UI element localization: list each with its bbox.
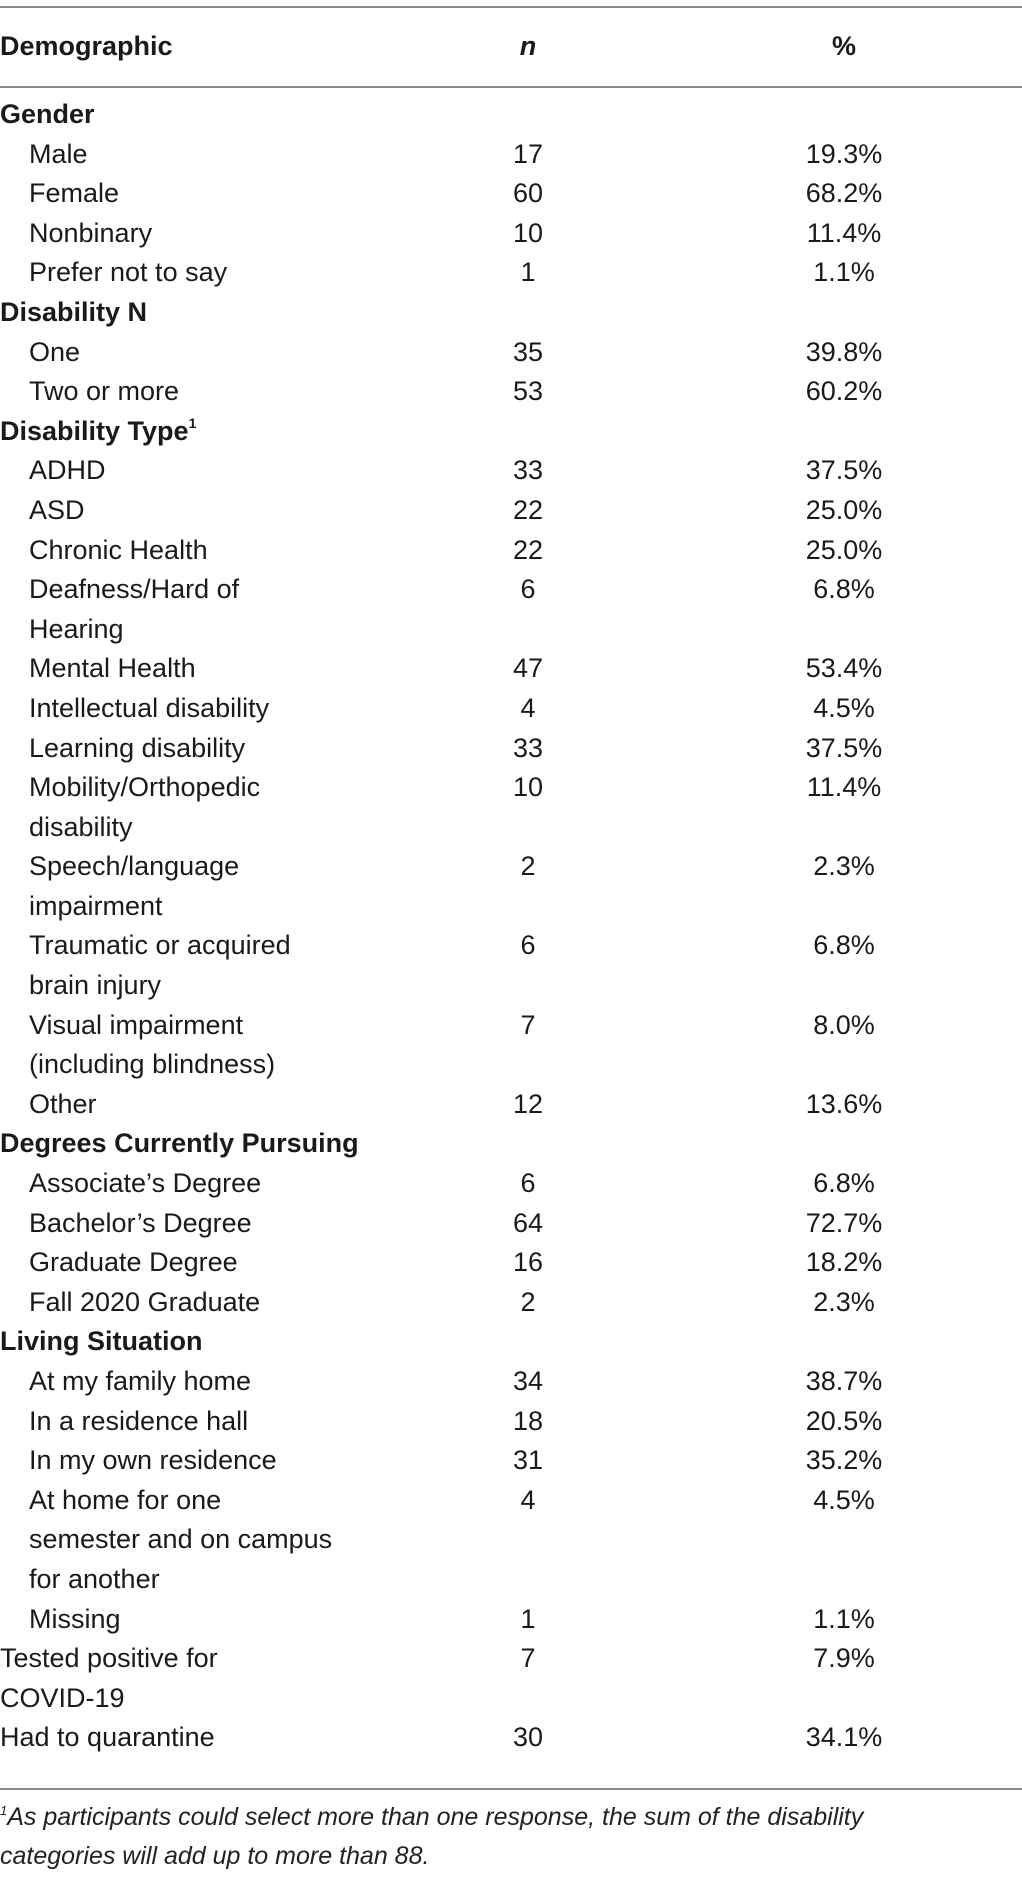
row-percent-value: 2.3% [813, 1286, 875, 1317]
row-label-line: Chronic Health [29, 534, 208, 565]
row-n-value: 35 [512, 336, 544, 367]
row-label-line: Tested positive for [0, 1643, 218, 1674]
row-percent-value: 38.7% [805, 1366, 883, 1396]
footnote-line-1: As participants could select more than one response, the sum of the disability [7, 1803, 864, 1831]
row-percent-value: 6.8% [813, 574, 875, 605]
section-label-text: Disability N [0, 296, 148, 327]
row-label-line: COVID-19 [0, 1682, 125, 1713]
row-label-line: Missing [29, 1603, 121, 1634]
row-percent-value: 37.5% [805, 732, 883, 763]
row-n-value: 22 [512, 534, 544, 565]
header-row [0, 6, 1022, 88]
row-label-line: Learning disability [29, 732, 246, 763]
row-percent-value: 11.4% [806, 772, 882, 803]
row-label-line: Had to quarantine [0, 1722, 215, 1753]
row-label [0, 1085, 390, 1125]
row-label [0, 174, 390, 214]
table-row [0, 1639, 1022, 1718]
row-n-value: 2 [520, 851, 536, 882]
row-label [0, 1718, 390, 1758]
row-n-value: 1 [520, 1603, 536, 1634]
section-row [0, 1124, 1022, 1164]
empty-cell [666, 293, 1022, 333]
row-n-value: 10 [512, 772, 544, 803]
row-percent-value: 25.0% [805, 534, 883, 565]
section-label-text: Gender [0, 99, 95, 129]
table-row [0, 1481, 1022, 1600]
row-label-line: Bachelor’s Degree [29, 1207, 252, 1238]
empty-cell [390, 88, 666, 135]
row-label [0, 531, 390, 571]
row-percent-value: 53.4% [805, 653, 883, 684]
row-label [0, 1164, 390, 1204]
row-label [0, 689, 390, 729]
empty-cell [390, 293, 666, 333]
table-row [0, 1164, 1022, 1204]
row-label-line: Intellectual disability [29, 692, 270, 723]
row-n-value: 18 [512, 1405, 544, 1436]
table-row [0, 174, 1022, 214]
row-label [0, 847, 390, 926]
row-label [0, 253, 390, 293]
row-percent-value: 72.7% [805, 1207, 883, 1238]
row-percent-value: 37.5% [805, 455, 883, 486]
table-row [0, 1006, 1022, 1085]
row-label-line: Deafness/Hard of [29, 574, 240, 605]
row-n-value: 1 [520, 257, 536, 288]
row-percent-value: 2.3% [813, 851, 875, 882]
row-n-value: 2 [520, 1286, 536, 1317]
row-percent-value: 39.8% [805, 336, 883, 367]
section-label [0, 1322, 390, 1362]
table-row [0, 1441, 1022, 1481]
row-label-line: for another [29, 1563, 160, 1594]
empty-cell [666, 1322, 1022, 1362]
empty-cell [390, 1322, 666, 1362]
table-row [0, 1204, 1022, 1244]
table-row [0, 253, 1022, 293]
row-label-line: Male [29, 138, 88, 169]
row-label-line: Female [29, 178, 120, 209]
section-row [0, 412, 1022, 452]
row-label-line: Traumatic or acquired [29, 930, 291, 961]
row-label-line: brain injury [29, 970, 162, 1001]
table-row [0, 1283, 1022, 1323]
empty-cell [666, 88, 1022, 135]
row-label-line: Two or more [29, 376, 180, 407]
row-label [0, 570, 390, 649]
row-percent-value: 35.2% [805, 1445, 883, 1476]
row-label-line: At home for one [29, 1484, 222, 1515]
row-label-line: (including blindness) [29, 1049, 276, 1080]
row-label-line: Visual impairment [29, 1009, 244, 1040]
table-row [0, 1085, 1022, 1125]
section-label [0, 88, 390, 135]
row-label [0, 1600, 390, 1640]
row-label [0, 1481, 390, 1600]
demographics-table [0, 6, 1022, 1758]
row-label [0, 1006, 390, 1085]
row-label-line: impairment [29, 890, 163, 921]
row-label [0, 1204, 390, 1244]
header-percent: % [831, 31, 856, 62]
row-label-line: At my family home [29, 1366, 252, 1396]
empty-cell [390, 1124, 666, 1164]
row-n-value: 53 [512, 376, 544, 407]
row-label-line: ADHD [29, 455, 106, 486]
header-demographic: Demographic [0, 31, 173, 62]
table-row [0, 333, 1022, 373]
row-n-value: 31 [512, 1445, 544, 1476]
row-label-line: Speech/language [29, 851, 240, 882]
row-label-line: semester and on campus [29, 1524, 333, 1555]
row-label [0, 333, 390, 373]
row-n-value: 12 [512, 1088, 544, 1119]
section-label-text: Disability Type [0, 415, 189, 446]
footnote-ref: 1 [188, 414, 197, 431]
table-row [0, 135, 1022, 175]
row-label [0, 1243, 390, 1283]
table-row [0, 768, 1022, 847]
table-row [0, 372, 1022, 412]
row-percent-value: 6.8% [813, 930, 875, 961]
row-percent-value: 34.1% [805, 1722, 883, 1753]
row-label-line: In my own residence [29, 1445, 277, 1476]
table-body [0, 88, 1022, 1758]
row-percent-value: 8.0% [813, 1009, 875, 1040]
row-n-value: 4 [520, 692, 536, 723]
table-row [0, 1243, 1022, 1283]
row-label [0, 1283, 390, 1323]
row-n-value: 47 [512, 653, 544, 684]
row-percent-value: 1.1% [813, 257, 875, 288]
section-label-text: Degrees Currently Pursuing [0, 1128, 359, 1159]
row-label-line: Mobility/Orthopedic [29, 772, 261, 803]
row-label [0, 1639, 390, 1718]
section-label [0, 412, 390, 452]
row-percent-value: 18.2% [805, 1247, 883, 1278]
row-percent-value: 13.6% [805, 1088, 883, 1119]
row-percent-value: 6.8% [813, 1168, 875, 1199]
row-n-value: 7 [520, 1009, 536, 1040]
table-row [0, 1600, 1022, 1640]
row-label [0, 372, 390, 412]
row-n-value: 33 [512, 732, 544, 763]
row-n-value: 4 [520, 1484, 536, 1515]
row-percent-value: 4.5% [813, 1484, 875, 1515]
table-row [0, 1362, 1022, 1402]
row-n-value: 33 [512, 455, 544, 486]
row-label-line: disability [29, 811, 133, 842]
row-n-value: 16 [512, 1247, 544, 1278]
row-percent-value: 20.5% [805, 1405, 883, 1436]
table-row [0, 491, 1022, 531]
row-n-value: 6 [520, 1168, 536, 1199]
row-percent-value: 25.0% [805, 494, 883, 525]
row-percent-value: 60.2% [805, 376, 883, 407]
row-label-line: ASD [29, 494, 85, 525]
table-bottom-rule [0, 1788, 1022, 1790]
row-label [0, 451, 390, 491]
row-percent-value: 11.4% [806, 217, 882, 248]
row-label-line: Nonbinary [29, 217, 153, 248]
row-label [0, 1402, 390, 1442]
row-label-line: Associate’s Degree [29, 1168, 262, 1199]
row-label [0, 1441, 390, 1481]
row-label-line: Hearing [29, 613, 124, 644]
row-label-line: In a residence hall [29, 1405, 249, 1436]
section-label-text: Living Situation [0, 1326, 203, 1357]
row-n-value: 30 [512, 1722, 544, 1753]
section-label [0, 293, 390, 333]
table-row [0, 1402, 1022, 1442]
table-row [0, 847, 1022, 926]
row-label-line: Other [29, 1088, 97, 1119]
row-label [0, 491, 390, 531]
row-n-value: 6 [520, 930, 536, 961]
row-label [0, 1362, 390, 1402]
row-percent-value: 1.1% [813, 1603, 875, 1634]
row-label [0, 768, 390, 847]
row-label-line: Mental Health [29, 653, 196, 684]
row-percent-value: 68.2% [805, 178, 883, 209]
empty-cell [390, 412, 666, 452]
row-percent-value: 4.5% [813, 692, 875, 723]
row-n-value: 17 [512, 138, 544, 169]
table-row [0, 570, 1022, 649]
empty-cell [666, 412, 1022, 452]
row-label [0, 926, 390, 1005]
empty-cell [666, 1124, 1022, 1164]
row-n-value: 10 [512, 217, 544, 248]
row-n-value: 22 [512, 494, 544, 525]
row-label [0, 649, 390, 689]
footnote-marker: 1 [0, 1802, 8, 1818]
row-percent-value: 19.3% [805, 138, 883, 169]
section-row [0, 88, 1022, 135]
row-label-line: Fall 2020 Graduate [29, 1286, 261, 1317]
section-row [0, 293, 1022, 333]
table-row [0, 214, 1022, 254]
row-n-value: 64 [512, 1207, 544, 1238]
row-label-line: Prefer not to say [29, 257, 228, 288]
section-row [0, 1322, 1022, 1362]
row-label [0, 135, 390, 175]
table-row [0, 451, 1022, 491]
row-label-line: Graduate Degree [29, 1247, 238, 1278]
row-n-value: 7 [520, 1643, 536, 1674]
table-row [0, 1718, 1022, 1758]
row-label-line: One [29, 336, 81, 367]
row-n-value: 6 [520, 574, 536, 605]
section-label [0, 1124, 390, 1164]
footnote-line-2: categories will add up to more than 88. [0, 1842, 430, 1870]
table-row [0, 926, 1022, 1005]
footnote [0, 1798, 1000, 1876]
row-label [0, 214, 390, 254]
table-row [0, 649, 1022, 689]
table-row [0, 689, 1022, 729]
row-n-value: 60 [512, 178, 544, 209]
row-percent-value: 7.9% [813, 1643, 875, 1674]
row-label [0, 729, 390, 769]
table-row [0, 531, 1022, 571]
header-n: n [519, 31, 537, 62]
row-n-value: 34 [512, 1366, 544, 1396]
table-row [0, 729, 1022, 769]
